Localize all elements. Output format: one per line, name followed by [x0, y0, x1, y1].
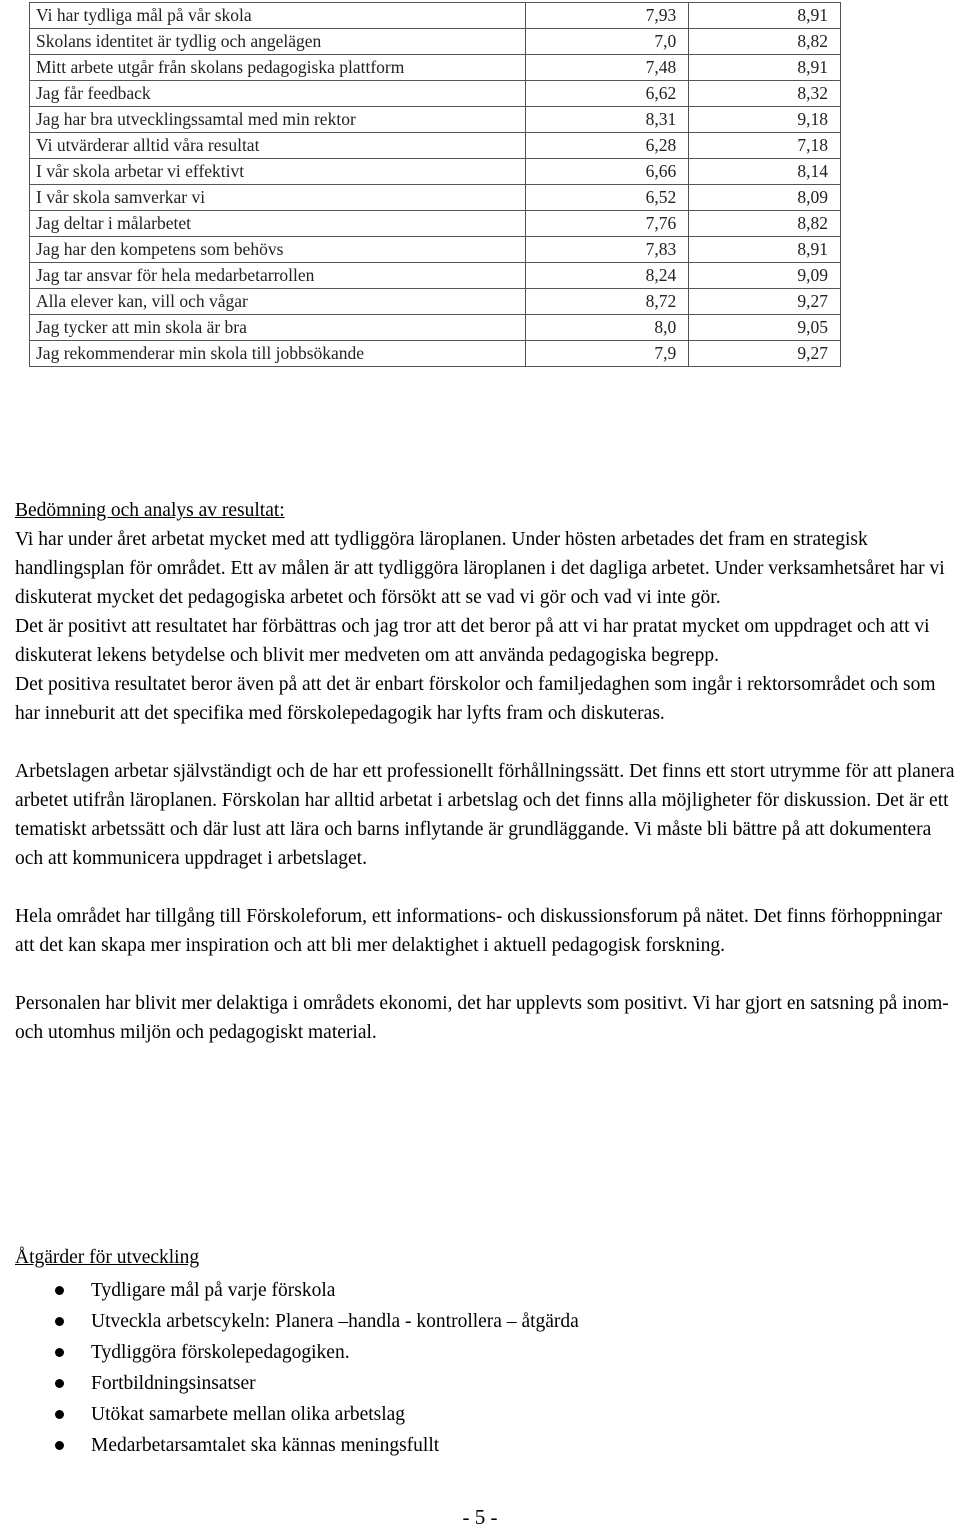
list-item-text: Tydligare mål på varje förskola	[91, 1280, 336, 1301]
row-value-1: 8,0	[525, 315, 689, 341]
row-label: Skolans identitet är tydlig och angelägen	[30, 29, 526, 55]
analysis-paragraph: Vi har under året arbetat mycket med att tydliggöra läroplanen. Under hösten arbetades det fram en strategisk handlingsplan för området. Ett av målen är att tydliggöra läroplanen i det dagliga arbetet. Under verksamhetsåret har vi diskuterat mycket det pedagogiska arbetet och försökt att se vad vi gör och vad vi inte gör.	[15, 529, 945, 608]
row-value-2: 8,14	[689, 159, 841, 185]
row-label: Vi utvärderar alltid våra resultat	[30, 133, 526, 159]
table-row	[30, 289, 841, 315]
row-value-1: 6,66	[525, 159, 689, 185]
list-item-text: Utveckla arbetscykeln: Planera –handla - kontrollera – åtgärda	[91, 1311, 579, 1332]
list-item-text: Medarbetarsamtalet ska kännas meningsfullt	[91, 1435, 440, 1456]
bullet-icon	[55, 1379, 64, 1388]
actions-heading: Åtgärder för utveckling	[15, 1247, 200, 1268]
row-value-2: 8,32	[689, 81, 841, 107]
analysis-paragraph: Det är positivt att resultatet har förbättras och jag tror att det beror på att vi har pratat mycket om uppdraget och att vi diskuterat lekens betydelse och blivit mer medveten om att använda pedagogiska begrepp.	[15, 616, 930, 666]
bullet-icon	[55, 1441, 64, 1450]
row-label: Jag har bra utvecklingssamtal med min rektor	[30, 107, 526, 133]
row-value-1: 6,28	[525, 133, 689, 159]
row-label: I vår skola arbetar vi effektivt	[30, 159, 526, 185]
table-row	[30, 315, 841, 341]
list-item	[15, 1399, 579, 1430]
row-value-2: 8,82	[689, 29, 841, 55]
row-value-1: 7,0	[525, 29, 689, 55]
table-row	[30, 263, 841, 289]
bullet-icon	[55, 1286, 64, 1295]
analysis-section	[15, 496, 957, 1047]
paragraph-spacer	[15, 873, 957, 902]
row-label: Jag har den kompetens som behövs	[30, 237, 526, 263]
row-value-1: 7,48	[525, 55, 689, 81]
row-value-2: 8,91	[689, 3, 841, 29]
table-row	[30, 81, 841, 107]
bullet-icon	[55, 1317, 64, 1326]
analysis-paragraph: Hela området har tillgång till Förskoleforum, ett informations- och diskussionsforum på nätet. Det finns förhoppningar att det kan skapa mer inspiration och att bli mer delaktighet i aktuell pedagogisk forskning.	[15, 906, 943, 956]
table-row	[30, 107, 841, 133]
table-row	[30, 159, 841, 185]
survey-results-table	[29, 2, 841, 367]
row-label: Jag rekommenderar min skola till jobbsökande	[30, 341, 526, 367]
list-item	[15, 1275, 579, 1306]
row-value-2: 7,18	[689, 133, 841, 159]
row-value-1: 6,52	[525, 185, 689, 211]
table-row	[30, 55, 841, 81]
row-value-1: 7,76	[525, 211, 689, 237]
row-value-1: 8,72	[525, 289, 689, 315]
row-label: Jag tar ansvar för hela medarbetarrollen	[30, 263, 526, 289]
page-number: - 5 -	[462, 1505, 498, 1529]
table-row	[30, 237, 841, 263]
row-label: Jag tycker att min skola är bra	[30, 315, 526, 341]
row-label: Vi har tydliga mål på vår skola	[30, 3, 526, 29]
row-value-2: 8,09	[689, 185, 841, 211]
list-item	[15, 1368, 579, 1399]
paragraph-spacer	[15, 728, 957, 757]
table-row	[30, 29, 841, 55]
actions-list	[15, 1275, 579, 1461]
row-value-1: 7,9	[525, 341, 689, 367]
table-row	[30, 133, 841, 159]
bullet-icon	[55, 1410, 64, 1419]
list-item-text: Fortbildningsinsatser	[91, 1373, 256, 1394]
survey-results-body	[30, 3, 841, 367]
list-item-text: Utökat samarbete mellan olika arbetslag	[91, 1404, 406, 1425]
list-item	[15, 1337, 579, 1368]
list-item	[15, 1430, 579, 1461]
row-value-1: 8,24	[525, 263, 689, 289]
table-row	[30, 211, 841, 237]
row-value-1: 7,93	[525, 3, 689, 29]
analysis-paragraph: Personalen har blivit mer delaktiga i områdets ekonomi, det har upplevts som positivt. Vi har gjort en satsning på inom- och utomhus miljön och pedagogiskt material.	[15, 993, 949, 1043]
list-item	[15, 1306, 579, 1337]
paragraph-spacer	[15, 960, 957, 989]
row-value-2: 9,27	[689, 341, 841, 367]
row-value-2: 8,82	[689, 211, 841, 237]
row-value-2: 9,05	[689, 315, 841, 341]
analysis-heading: Bedömning och analys av resultat:	[15, 500, 285, 521]
row-label: Jag deltar i målarbetet	[30, 211, 526, 237]
row-value-1: 7,83	[525, 237, 689, 263]
row-value-2: 8,91	[689, 55, 841, 81]
row-label: Jag får feedback	[30, 81, 526, 107]
row-label: I vår skola samverkar vi	[30, 185, 526, 211]
table-row	[30, 341, 841, 367]
list-item-text: Tydliggöra förskolepedagogiken.	[91, 1342, 350, 1363]
table-row	[30, 185, 841, 211]
actions-section	[15, 1243, 579, 1461]
analysis-paragraph: Arbetslagen arbetar självständigt och de har ett professionellt förhållningssätt. Det finns ett stort utrymme för att planera arbetet utifrån läroplanen. Förskolan har alltid arbetat i arbetslag och det finns alla möjligheter för diskussion. Det är ett tematiskt arbetssätt och där lust att lära och barns inflytande är grundläggande. Vi måste bli bättre på att dokumentera och att kommunicera uppdraget i arbetslaget.	[15, 761, 955, 869]
row-label: Alla elever kan, vill och vågar	[30, 289, 526, 315]
row-value-2: 9,27	[689, 289, 841, 315]
analysis-paragraph: Det positiva resultatet beror även på att det är enbart förskolor och familjedaghen som ingår i rektorsområdet och som har inneburit att det specifika med förskolepedagogik har lyfts fram och diskuteras.	[15, 674, 936, 724]
row-label: Mitt arbete utgår från skolans pedagogiska plattform	[30, 55, 526, 81]
row-value-1: 6,62	[525, 81, 689, 107]
row-value-2: 9,09	[689, 263, 841, 289]
row-value-2: 9,18	[689, 107, 841, 133]
table-row	[30, 3, 841, 29]
row-value-1: 8,31	[525, 107, 689, 133]
bullet-icon	[55, 1348, 64, 1357]
row-value-2: 8,91	[689, 237, 841, 263]
